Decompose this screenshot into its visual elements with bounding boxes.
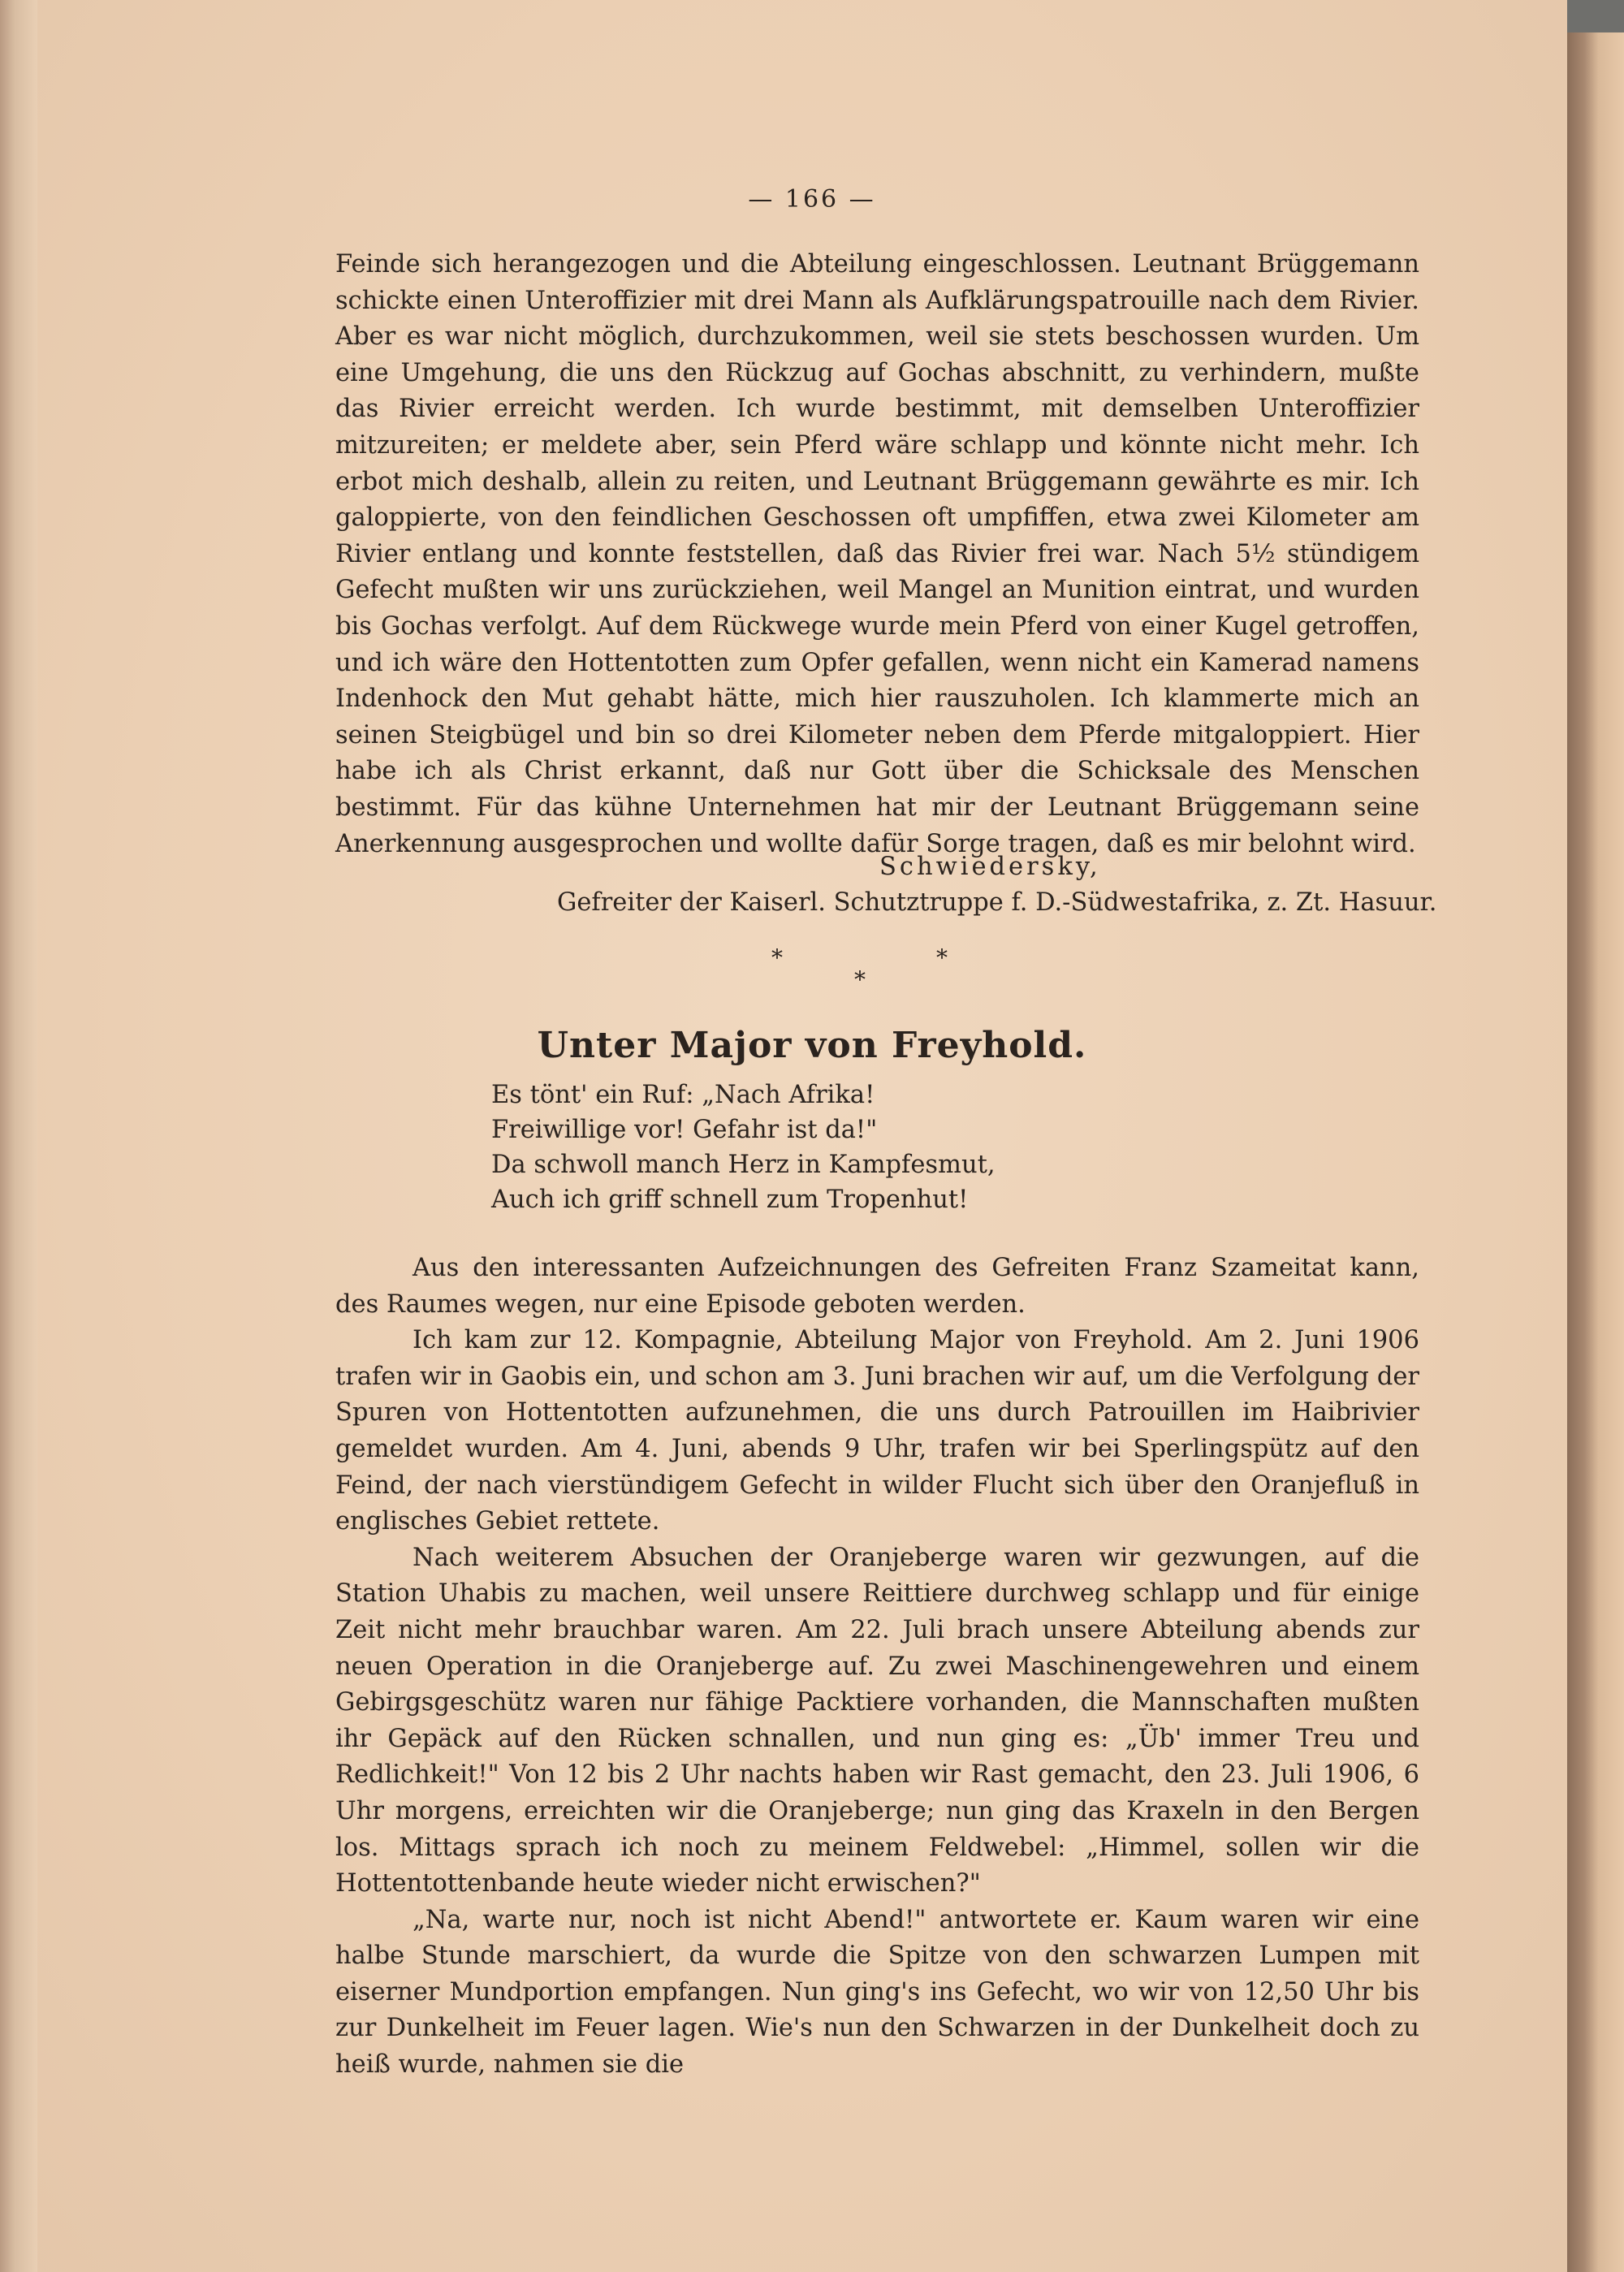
letter-paragraph: Feinde sich herangezogen und die Abteilung eingeschlossen. Leutnant Brüggemann schickte einen Unteroffizier mit drei Mann als Aufklärungspatrouille nach dem Rivier. Aber es war nicht möglich, durchzukommen, weil sie stets beschossen wurden. Um eine Umgehung, die uns den Rückzug auf Gochas abschnitt, zu verhindern, mußte das Rivier erreicht werden. Ich wurde bestimmt, mit demselben Unteroffizier mitzureiten; er meldete aber, sein Pferd wäre schlapp und könnte nicht mehr. Ich erbot mich deshalb, allein zu reiten, und Leutnant Brüggemann gewährte es mir. Ich galoppierte, von den feindlichen Geschossen oft umpfiffen, etwa zwei Kilometer am Rivier entlang und konnte feststellen, daß das Rivier frei war. Nach 5½ stündigem Gefecht mußten wir uns zurückziehen, weil Mangel an Munition eintrat, und wurden bis Gochas verfolgt. Auf dem Rückwege wurde mein Pferd von einer Kugel getroffen, und ich wäre den Hottentotten zum Opfer gefallen, wenn nicht ein Kamerad namens Indenhock den Mut gehabt hätte, mich hier rauszuholen. Ich klammerte mich an seinen Steigbügel und bin so drei Kilometer neben dem Pferde mitgaloppiert. Hier habe ich als Christ erkannt, daß nur Gott über die Schicksale des Menschen bestimmt. Für das kühne Unternehmen hat mir der Leutnant Brüggemann seine Anerkennung ausgesprochen und wollte dafür Sorge tragen, daß es mir belohnt wird. xyxy=(335,250,1419,858)
signature-name: Schwiedersky, xyxy=(879,853,1101,881)
poem-line: Auch ich griff schnell zum Tropenhut! xyxy=(491,1186,969,1214)
section-title: Unter Major von Freyhold. xyxy=(537,1025,1087,1066)
body-paragraph: Nach weiterem Absuchen der Oranjeberge waren wir gezwungen, auf die Station Uhabis zu machen, weil unsere Reittiere durchweg schlapp und für einige Zeit nicht mehr brauchbar waren. Am 22. Juli brach unsere Abteilung abends zur neuen Operation in die Oranjeberge auf. Zu zwei Maschinengewehren und einem Gebirgsgeschütz waren nur fähige Packtiere vorhanden, die Mannschaften mußten ihr Gepäck auf den Rücken schnallen, und nun ging es: „Üb' immer Treu und Redlichkeit!" Von 12 bis 2 Uhr nachts haben wir Rast gemacht, den 23. Juli 1906, 6 Uhr morgens, erreichten wir die Oranjeberge; nun ging das Kraxeln in den Bergen los. Mittags sprach ich noch zu meinem Feldwebel: „Himmel, sollen wir die Hottentottenbande heute wieder nicht erwischen?" xyxy=(335,1543,1419,1898)
separator-star-left: * xyxy=(771,944,783,971)
body-paragraph: Aus den interessanten Aufzeichnungen des Gefreiten Franz Szameitat kann, des Raumes wegen, nur eine Episode geboten werden. xyxy=(335,1254,1419,1319)
page-gutter xyxy=(0,0,37,2272)
letter-body xyxy=(335,247,1419,862)
section-body xyxy=(335,1250,1419,2084)
signature-title: Gefreiter der Kaiserl. Schutztruppe f. D.-Südwestafrika, z. Zt. Hasuur. xyxy=(557,888,1437,917)
poem-line: Da schwoll manch Herz in Kampfesmut, xyxy=(491,1151,996,1179)
page-edge xyxy=(1567,0,1624,2272)
poem-line: Es tönt' ein Ruf: „Nach Afrika! xyxy=(491,1081,875,1109)
poem xyxy=(491,1078,996,1217)
separator-star-right: * xyxy=(936,944,948,971)
poem-line: Freiwillige vor! Gefahr ist da!" xyxy=(491,1116,878,1144)
page-number: — 166 — xyxy=(748,185,876,214)
body-paragraph: „Na, warte nur, noch ist nicht Abend!" antwortete er. Kaum waren wir eine halbe Stunde marschiert, da wurde die Spitze von den schwarzen Lumpen mit eiserner Mundportion empfangen. Nun ging's ins Gefecht, wo wir von 12,50 Uhr bis zur Dunkelheit im Feuer lagen. Wie's nun den Schwarzen in der Dunkelheit doch zu heiß wurde, nahmen sie die xyxy=(335,1905,1419,2080)
separator-star-bottom: * xyxy=(854,966,866,993)
body-paragraph: Ich kam zur 12. Kompagnie, Abteilung Major von Freyhold. Am 2. Juni 1906 trafen wir in Gaobis ein, und schon am 3. Juni brachen wir auf, um die Verfolgung der Spuren von Hottentotten aufzunehmen, die uns durch Patrouillen im Haibrivier gemeldet wurden. Am 4. Juni, abends 9 Uhr, trafen wir bei Sperlingspütz auf den Feind, der nach vierstündigem Gefecht in wilder Flucht sich über den Oranjefluß in englisches Gebiet rettete. xyxy=(335,1326,1419,1536)
book-cover-corner xyxy=(1567,0,1624,32)
